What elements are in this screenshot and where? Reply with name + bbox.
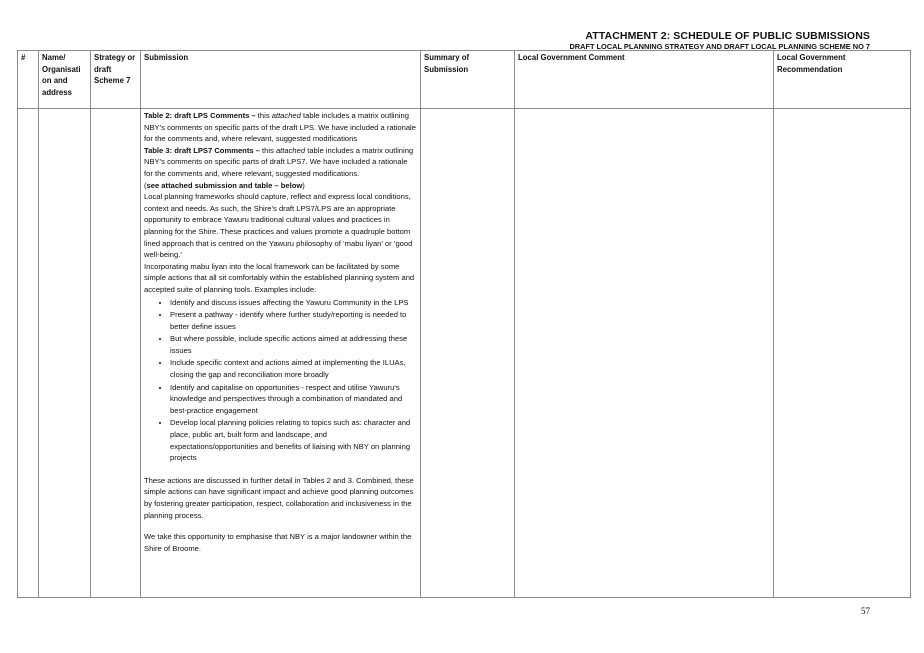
table3-emphasis: attached [275,145,306,155]
page-number: 57 [861,606,870,616]
actions-list [144,297,417,464]
list-item: • Identify and capitalise on opportunities - respect and utilise Yawuru’s knowledge and perspectives through a combination of mandated and best-practice engagement [170,382,417,417]
see-attached-bold: see attached submission and table – below [146,180,303,190]
attachment-subtitle: DRAFT LOCAL PLANNING STRATEGY AND DRAFT LOCAL PLANNING SCHEME NO 7 [569,42,870,51]
table2-emphasis: attached [271,111,301,120]
list-item: • Include specific context and actions aimed at implementing the ILUAs, closing the gap and reconciliation more broadly [170,357,417,380]
table2-heading: Table 2: draft LPS Comments – [144,111,256,120]
attachment-title: ATTACHMENT 2: SCHEDULE OF PUBLIC SUBMISSIONS [585,30,870,42]
col-header-lg-comment: Local Government Comment [515,51,774,109]
cell-name [39,109,91,598]
col-header-submission: Submission [141,51,421,109]
table2-paragraph [144,110,417,145]
submissions-table [17,50,911,598]
list-item: • But where possible, include specific actions aimed at addressing these issues [170,333,417,356]
cell-strategy [91,109,141,598]
col-header-name: Name/ Organisati on and address [39,51,91,109]
table3-text-pre: this [259,145,276,155]
table-header-row [18,51,911,109]
table3-text: table includes a matrix outlining NBY’s comments on specific parts of draft LPS7. We have included a rationale for the comments and, where relevant, suggested modifications. [144,145,414,178]
cell-submission [141,109,421,598]
cell-lg-comment [515,109,774,598]
table2-text: table includes a matrix outlining NBY’s comments on specific parts of the draft LPS. We have included a rationale for the comments and, where relevant, suggested modifications [144,111,416,144]
table3-heading: Table 3: draft LPS7 Comments – [144,145,260,155]
col-header-strategy: Strategy or draft Scheme 7 [91,51,141,109]
cell-number [18,109,39,598]
frameworks-paragraph: Local planning frameworks should capture, reflect and express local conditions, context and needs. As such, the Shire’s draft LPS7/LPS are an appropriate opportunity to embrace Yawuru traditional cultural values and practices in planning for the Shire. These practices and values promote a quadruple bottom lined approach that is centred on the Yawuru philosophy of ‘mabu liyan’ or ‘good well-being.’ [144,192,413,260]
list-item: • Present a pathway - identify where further study/reporting is needed to better define issues [170,309,417,332]
landowner-paragraph: We take this opportunity to emphasise that NBY is a major landowner within the Shire of Broome. [144,532,412,553]
cell-lg-recommendation [774,109,911,598]
paren-open: ( [144,180,147,190]
table3-paragraph [144,145,417,180]
actions-paragraph: These actions are discussed in further detail in Tables 2 and 3. Combined, these simple actions can have significant impact and achieve good planning outcomes by fostering greater participation, respect, collaboration and inclusiveness in the planning process. [144,475,414,520]
paren-close: ) [302,180,305,190]
col-header-lg-recommendation: Local Government Recommendation [774,51,911,109]
incorporating-paragraph: Incorporating mabu liyan into the local framework can be facilitated by some simple actions that all sit comfortably within the established planning system and accepted suite of planning tools. Examples include: [144,261,415,294]
cell-summary [421,109,515,598]
list-item: • Identify and discuss issues affecting the Yawuru Community in the LPS [170,297,417,309]
table-row [18,109,911,598]
col-header-summary: Summary of Submission [421,51,515,109]
list-item: • Develop local planning policies relating to topics such as: character and place, public art, built form and landscape, and expectations/opportunities and benefits of liaising with NBY on planning projects [170,417,417,463]
see-attached-note [144,180,417,192]
col-header-number: # [18,51,39,109]
table2-text-pre: this [255,111,272,120]
